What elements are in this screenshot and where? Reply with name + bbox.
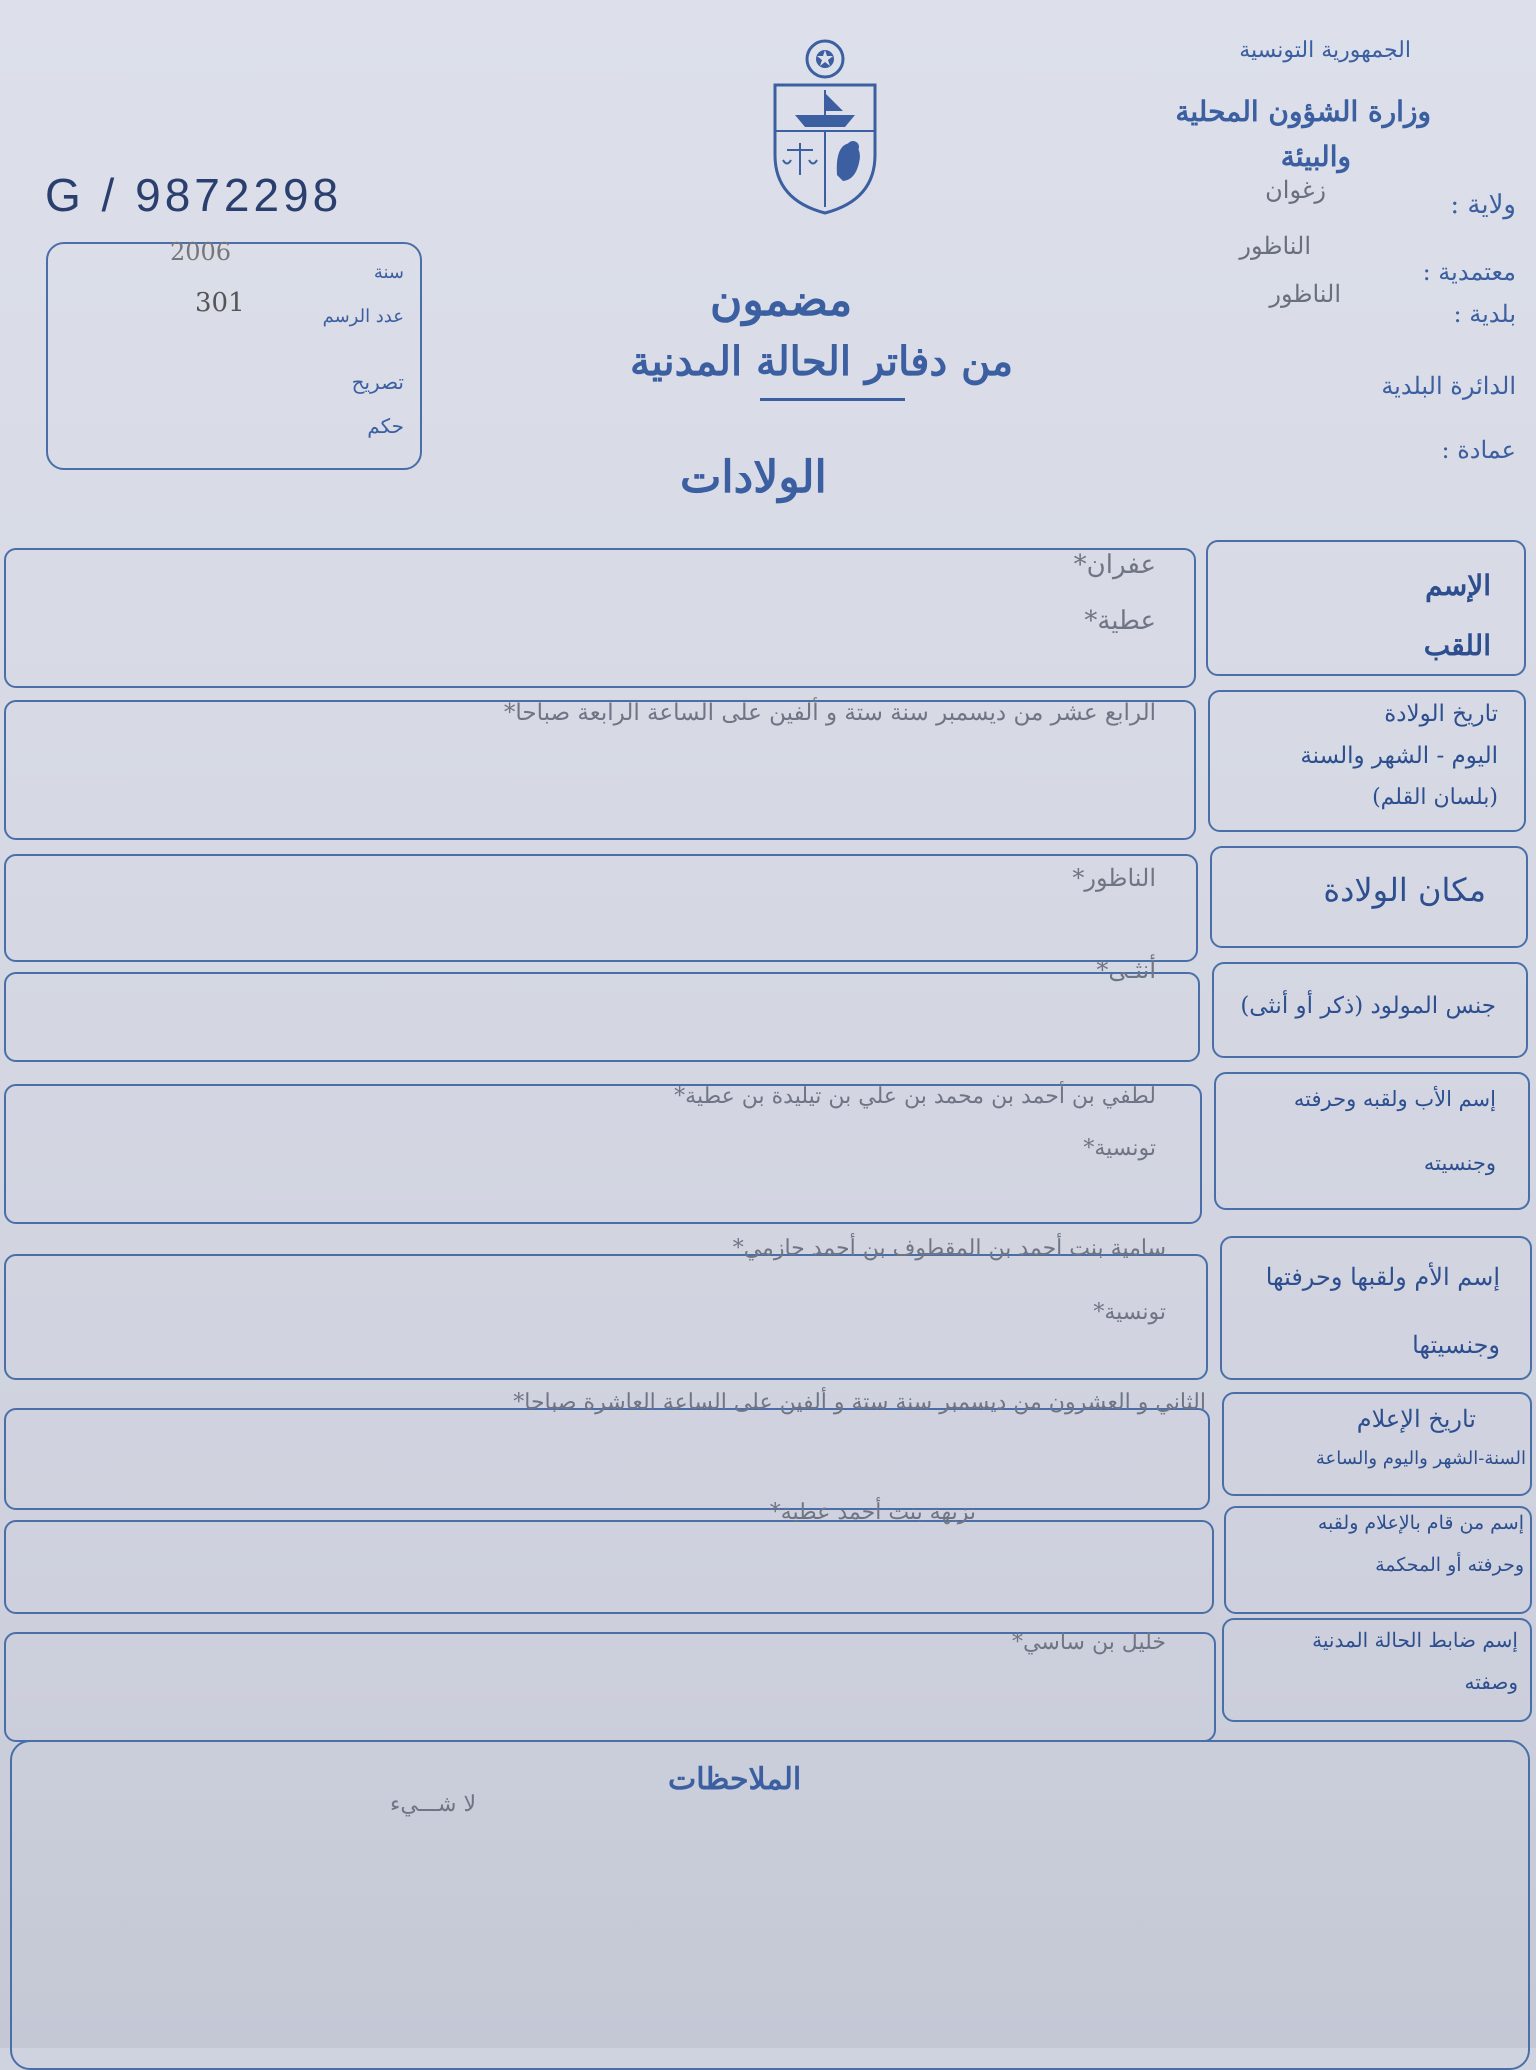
- declarant-value-box: [4, 1520, 1214, 1614]
- registration-box: [46, 242, 422, 470]
- remarks-title: الملاحظات: [668, 1762, 802, 1797]
- ministry-line2: والبيئة: [1280, 140, 1351, 173]
- birth-date-note: (بلسان القلم): [1372, 785, 1498, 810]
- municipality-label: بلدية :: [1453, 300, 1516, 328]
- remarks-value: لا شـــيء: [390, 1792, 476, 1817]
- birth-place-label: مكان الولادة: [1323, 871, 1486, 909]
- municipality-value: الناظور: [1269, 280, 1341, 308]
- sex-value-box: [4, 972, 1200, 1062]
- sex-label: جنس المولود (ذكر أو أنثى): [1240, 993, 1496, 1019]
- registration-year-value: 2006: [170, 238, 232, 266]
- name-value: عفران*: [1073, 550, 1156, 580]
- registration-year-label: سنة: [373, 262, 404, 283]
- birth-date-value: الرابع عشر من ديسمبر سنة ستة و ألفين على الساعة الرابعة صباحا*: [503, 700, 1156, 726]
- district-label: الدائرة البلدية: [1381, 372, 1516, 400]
- delegation-value: الناظور: [1239, 232, 1311, 260]
- delegation-label: معتمدية :: [1422, 258, 1516, 286]
- father-value: لطفي بن أحمد بن محمد بن علي بن تيليدة بن عطية*: [674, 1084, 1156, 1109]
- title-underline: [760, 398, 905, 401]
- declarant-value: نزيهة بنت أحمد عطية*: [769, 1500, 976, 1525]
- birth-place-value: الناظور*: [1072, 864, 1156, 892]
- coat-of-arms-icon: [765, 35, 885, 215]
- declarant-label: إسم من قام بالإعلام ولقبه: [1317, 1512, 1524, 1534]
- declaration-label: تصريح: [351, 370, 404, 394]
- mother-label: إسم الأم ولقبها وحرفتها: [1265, 1263, 1500, 1291]
- registration-number-label: عدد الرسم: [322, 306, 404, 327]
- mother-nationality-value: تونسية*: [1093, 1300, 1166, 1325]
- judgment-label: حكم: [367, 414, 404, 438]
- birth-date-label: تاريخ الولادة: [1384, 701, 1498, 727]
- mother-value: سامية بنت أحمد بن المقطوف بن أحمد حازمي*: [732, 1236, 1166, 1261]
- declarant-label-line2: وحرفته أو المحكمة: [1375, 1554, 1524, 1576]
- serial-number: G / 9872298: [45, 169, 343, 221]
- birth-date-sublabel: اليوم - الشهر والسنة: [1300, 743, 1498, 769]
- father-label: إسم الأب ولقبه وحرفته: [1293, 1087, 1496, 1111]
- declaration-date-label: تاريخ الإعلام: [1356, 1405, 1476, 1433]
- wilaya-label: ولاية :: [1450, 190, 1516, 220]
- name-value-box: [4, 548, 1196, 688]
- title-births: الولادات: [680, 452, 827, 503]
- birth-place-value-box: [4, 854, 1198, 962]
- officer-label-line2: وصفته: [1464, 1670, 1518, 1694]
- imada-label: عمادة :: [1441, 436, 1516, 464]
- surname-label: اللقب: [1423, 629, 1491, 662]
- declaration-date-value: الثاني و العشرون من ديسمبر سنة ستة و ألفين على الساعة العاشرة صباحا*: [513, 1390, 1206, 1415]
- officer-value: خليل بن ساسي*: [1012, 1630, 1166, 1655]
- title-extract: مضمون: [710, 275, 853, 326]
- father-nationality-value: تونسية*: [1083, 1136, 1156, 1161]
- mother-label-line2: وجنسيتها: [1412, 1331, 1500, 1359]
- surname-value: عطية*: [1084, 606, 1156, 636]
- ministry-line1: وزارة الشؤون المحلية: [1175, 95, 1431, 128]
- officer-label: إسم ضابط الحالة المدنية: [1312, 1628, 1518, 1652]
- father-label-line2: وجنسيته: [1423, 1151, 1496, 1175]
- title-registers: من دفاتر الحالة المدنية: [630, 338, 1013, 385]
- republic-line: الجمهورية التونسية: [1239, 38, 1411, 63]
- registration-number-value: 301: [195, 288, 245, 318]
- name-label: الإسم: [1425, 569, 1491, 602]
- wilaya-value: زغوان: [1265, 176, 1326, 204]
- sex-value: أنثـى*: [1096, 956, 1156, 984]
- mother-value-box: [4, 1254, 1208, 1380]
- declaration-date-sublabel: السنة-الشهر واليوم والساعة: [1315, 1448, 1526, 1469]
- declaration-date-value-box: [4, 1408, 1210, 1510]
